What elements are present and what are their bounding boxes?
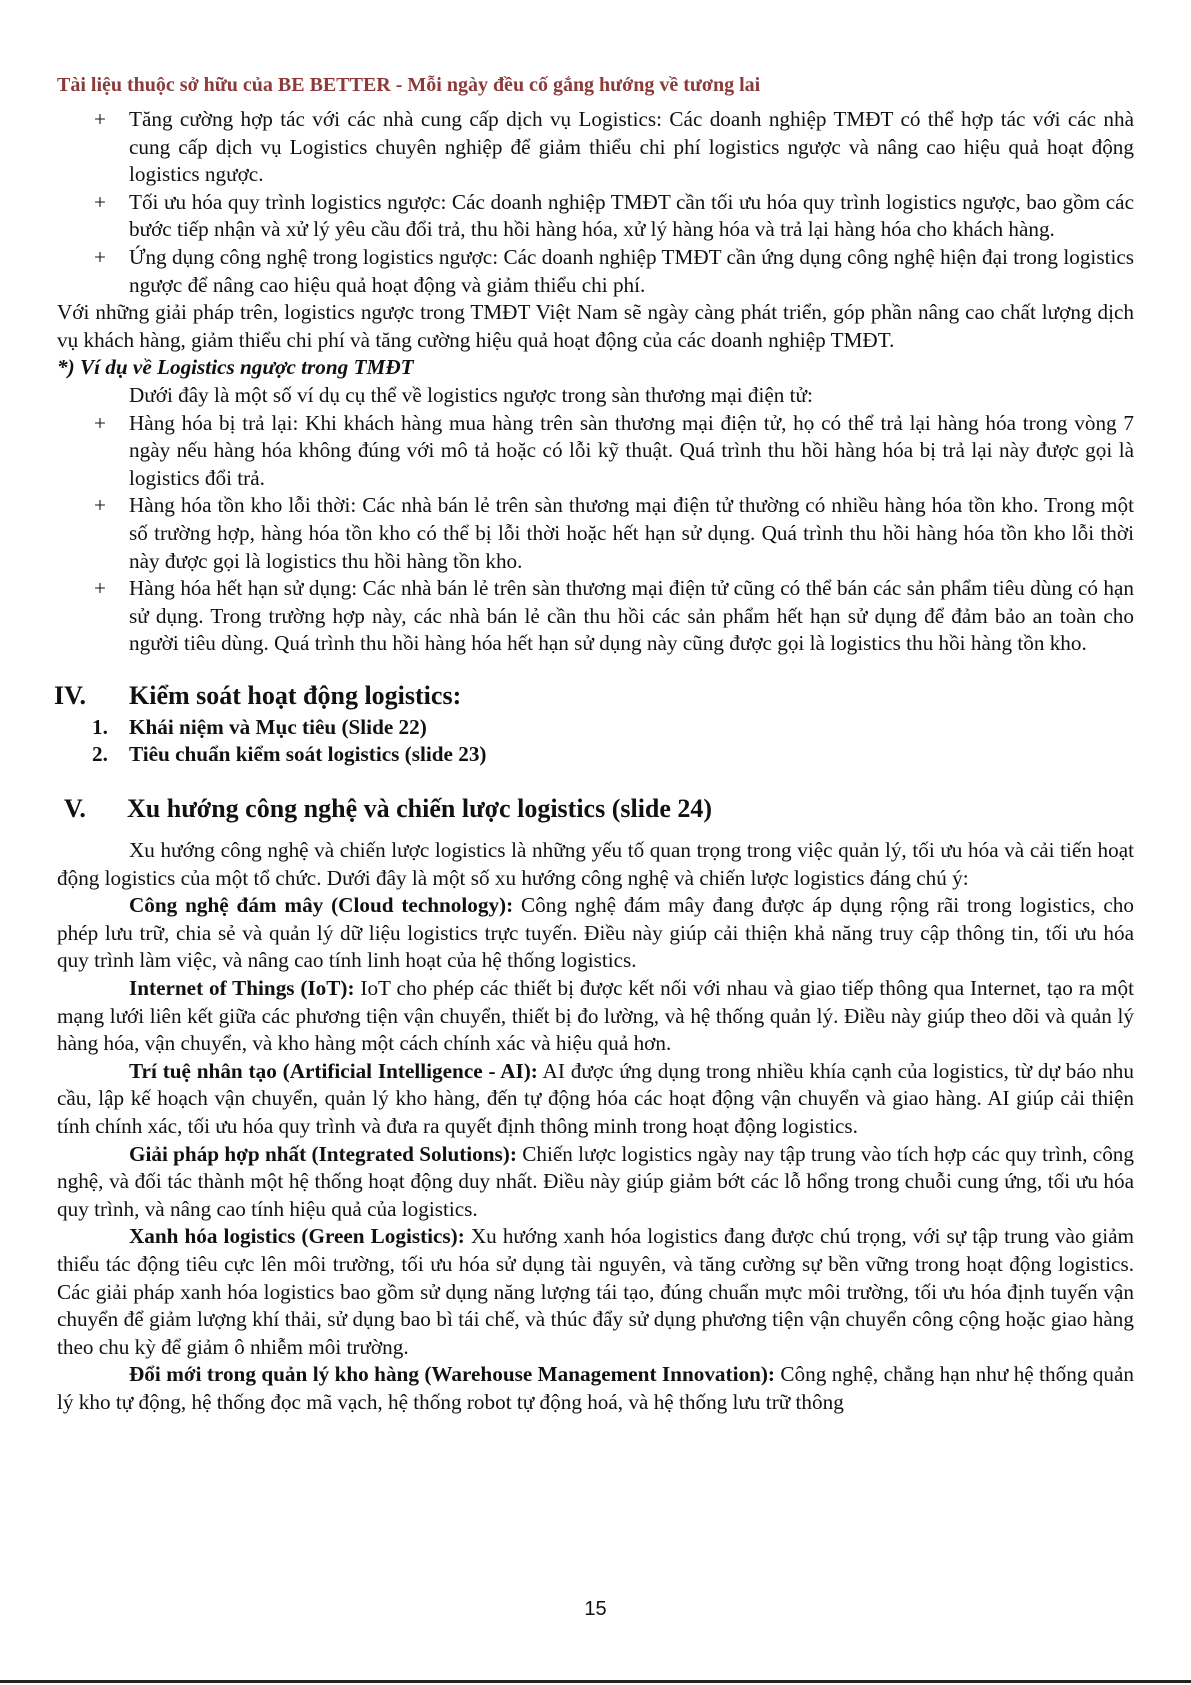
list-item (57, 492, 1134, 575)
document-header: Tài liệu thuộc sở hữu của BE BETTER - Mỗi ngày đều cố gắng hướng về tương lai (57, 74, 761, 96)
trend-label: Trí tuệ nhân tạo (Artificial Intelligence - AI): (129, 1058, 538, 1083)
sublist-text: Tiêu chuẩn kiểm soát logistics (slide 23) (129, 742, 487, 767)
list-item-text: Tăng cường hợp tác với các nhà cung cấp dịch vụ Logistics: Các doanh nghiệp TMĐT có thể hợp tác với các nhà cung cấp dịch vụ Logistics chuyên nghiệp để giảm thiểu chi phí logistics ngược và nâng cao hiệu quả hoạt động logistics ngược. (129, 107, 1134, 187)
conclusion-paragraph: Với những giải pháp trên, logistics ngược trong TMĐT Việt Nam sẽ ngày càng phát triển, góp phần nâng cao chất lượng dịch vụ khách hàng, giảm thiểu chi phí và tăng cường hiệu quả hoạt động của các doanh nghiệp TMĐT. (57, 300, 1134, 352)
list-item-text: Ứng dụng công nghệ trong logistics ngược: Các doanh nghiệp TMĐT cần ứng dụng công nghệ hiện đại trong logistics ngược để nâng cao hiệu quả hoạt động và giảm thiểu chi phí. (129, 244, 1134, 297)
examples-list (57, 410, 1134, 658)
section-4-title: Kiểm soát hoạt động logistics: (129, 680, 462, 710)
plus-bullet: + (94, 107, 106, 131)
footer-divider (0, 1680, 1191, 1683)
trend-label: Đổi mới trong quản lý kho hàng (Warehouse Management Innovation): (129, 1362, 775, 1387)
solutions-list (57, 106, 1134, 299)
trend-text: IoT cho phép các thiết bị được kết nối với nhau và giao tiếp thông qua Internet, tạo ra một mạng lưới liên kết giữa các phương tiện vận chuyển, thiết bị đo lường, và hệ thống quản lý. Điều này giúp theo dõi và quản lý hàng hóa, vận chuyển, và kho hàng một cách chính xác và hiệu quả hơn. (57, 976, 1134, 1056)
list-item-text: Hàng hóa tồn kho lỗi thời: Các nhà bán lẻ trên sàn thương mại điện tử thường có nhiều hàng hóa tồn kho. Trong một số trường hợp, hàng hóa tồn kho có thể bị lỗi thời hoặc hết hạn sử dụng. Quá trình thu hồi hàng hóa tồn kho lỗi thời này được gọi là logistics thu hồi hàng tồn kho. (129, 493, 1134, 573)
trend-text: Công nghệ, chẳng hạn như hệ thống quản lý kho tự động, hệ thống đọc mã vạch, hệ thống robot tự động hoá, và hệ thống lưu trữ thông (57, 1362, 1134, 1414)
trend-paragraph (57, 1223, 1134, 1361)
list-item (57, 106, 1134, 189)
list-item-text: Hàng hóa bị trả lại: Khi khách hàng mua hàng trên sàn thương mại điện tử, họ có thể trả lại hàng hóa trong vòng 7 ngày nếu hàng hóa không đúng với mô tả hoặc có lỗi kỹ thuật. Quá trình thu hồi hàng hóa bị trả lại này được gọi là logistics đổi trả. (129, 410, 1134, 490)
plus-bullet: + (94, 189, 106, 214)
trend-paragraph (57, 1361, 1134, 1416)
document-page (54, 72, 1134, 1417)
example-intro: Dưới đây là một số ví dụ cụ thể về logistics ngược trong sàn thương mại điện tử: (129, 382, 813, 407)
list-item-text: Hàng hóa hết hạn sử dụng: Các nhà bán lẻ trên sàn thương mại điện tử cũng có thể bán các sản phẩm tiêu dùng có hạn sử dụng. Trong trường hợp này, các nhà bán lẻ cần thu hồi các sản phẩm hết hạn sử dụng để đảm bảo an toàn cho người tiêu dùng. Quá trình thu hồi hàng hóa hết hạn sử dụng này cũng được gọi là logistics thu hồi hàng tồn kho. (129, 576, 1134, 656)
sublist-number: 1. (92, 714, 108, 739)
trend-paragraph (57, 1058, 1134, 1141)
sublist-text: Khái niệm và Mục tiêu (Slide 22) (129, 714, 427, 739)
list-item (57, 575, 1134, 658)
trend-text: Công nghệ đám mây đang được áp dụng rộng rãi trong logistics, cho phép lưu trữ, chia sẻ và quản lý dữ liệu logistics trực tuyến. Điều này giúp cải thiện khả năng truy cập thông tin, tối ưu hóa quy trình làm việc, và nâng cao tính linh hoạt của hệ thống logistics. (57, 893, 1134, 973)
list-item (57, 189, 1134, 244)
example-heading: *) Ví dụ về Logistics ngược trong TMĐT (57, 355, 414, 380)
trend-label: Công nghệ đám mây (Cloud technology): (129, 893, 514, 918)
list-item (57, 410, 1134, 493)
trend-text: Xu hướng xanh hóa logistics đang được chú trọng, với sự tập trung vào giảm thiểu tác động tiêu cực lên môi trường, tối ưu hóa sử dụng tài nguyên, và tăng cường sự bền vững trong hoạt động logistics. Các giải pháp xanh hóa logistics bao gồm sử dụng năng lượng tái tạo, đúng chuẩn mực môi trường, tối ưu hóa định tuyến vận chuyển để giảm lượng khí thải, sử dụng bao bì tái chế, và thúc đẩy sử dụng phương tiện vận chuyển công cộng hoặc giao hàng theo chu kỳ để giảm ô nhiễm môi trường. (57, 1224, 1134, 1359)
trend-text: AI được ứng dụng trong nhiều khía cạnh của logistics, từ dự báo nhu cầu, lập kế hoạch vận chuyển, quản lý kho hàng, đến tự động hóa các hoạt động vận chuyển và giao hàng. AI giúp cải thiện tính chính xác, tối ưu hóa quy trình và đưa ra quyết định thông minh trong hoạt động logistics. (57, 1058, 1134, 1138)
section-4-sublist (57, 714, 1134, 769)
section-5-number: V. (64, 794, 86, 824)
section-4-heading (54, 680, 1134, 712)
plus-bullet: + (94, 493, 106, 518)
section-5-title: Xu hướng công nghệ và chiến lược logistics (slide 24) (127, 794, 713, 824)
trend-label: Xanh hóa logistics (Green Logistics): (129, 1224, 465, 1249)
sublist-item (57, 741, 1134, 769)
plus-bullet: + (94, 244, 106, 269)
trend-label: Internet of Things (IoT): (129, 976, 355, 1001)
list-item-text: Tối ưu hóa quy trình logistics ngược: Các doanh nghiệp TMĐT cần tối ưu hóa quy trình logistics ngược, bao gồm các bước tiếp nhận và xử lý yêu cầu đổi trả, thu hồi hàng hóa, xử lý hàng hóa và trả lại hàng hóa cho khách hàng. (129, 189, 1134, 242)
trend-paragraph (57, 975, 1134, 1058)
section-5-heading (57, 793, 1134, 825)
list-item (57, 244, 1134, 299)
plus-bullet: + (94, 410, 106, 435)
sublist-number: 2. (92, 742, 108, 767)
section-5-intro: Xu hướng công nghệ và chiến lược logistics là những yếu tố quan trọng trong việc quản lý, tối ưu hóa và cải tiến hoạt động logistics của một tổ chức. Dưới đây là một số xu hướng công nghệ và chiến lược logistics đáng chú ý: (57, 838, 1134, 890)
page-number: 15 (584, 1598, 607, 1620)
trend-text: Chiến lược logistics ngày nay tập trung vào tích hợp các quy trình, công nghệ, và đối tác thành một hệ thống hoạt động duy nhất. Điều này giúp giảm bớt các lỗ hổng trong chuỗi cung ứng, tối ưu hóa quy trình, và nâng cao tính hiệu quả của logistics. (57, 1141, 1134, 1221)
sublist-item (57, 714, 1134, 742)
trend-paragraph (57, 892, 1134, 975)
trend-paragraph (57, 1141, 1134, 1224)
plus-bullet: + (94, 576, 106, 601)
section-4-number: IV. (54, 680, 87, 710)
trend-label: Giải pháp hợp nhất (Integrated Solutions): (129, 1141, 517, 1166)
